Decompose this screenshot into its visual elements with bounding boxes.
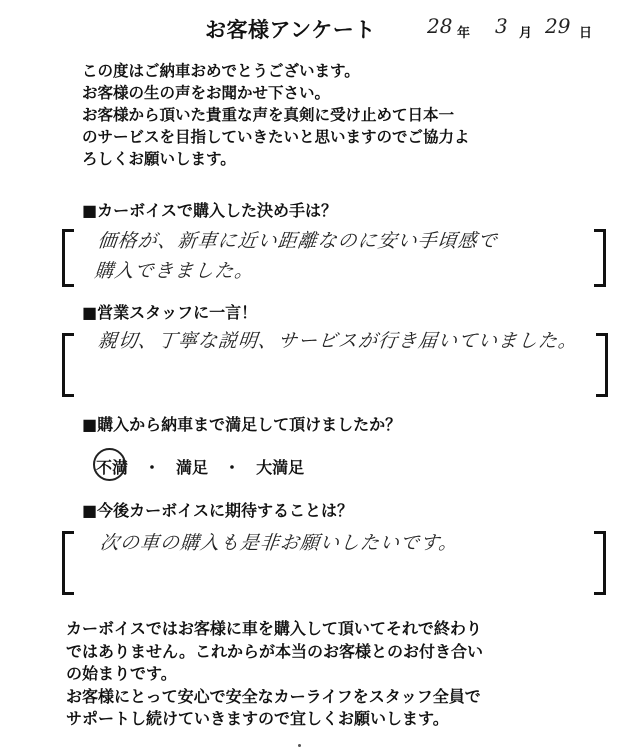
option-satisfied-label: 満足 (176, 458, 209, 477)
scan-speck (298, 744, 301, 747)
intro-line: お客様の生の声をお聞かせ下さい。 (82, 84, 331, 102)
option-very-satisfied[interactable] (256, 455, 304, 478)
closing-line: の始まりです。 (66, 664, 177, 683)
intro-line: のサービスを目指していきたいと思いますのでご協力よ (82, 128, 470, 146)
day-label: 日 (579, 26, 593, 41)
closing-text (66, 618, 626, 731)
question-4-label: ■今後カーボイスに期待することは？ (82, 501, 353, 520)
option-dissatisfied[interactable] (96, 455, 128, 478)
closing-line: カーボイスではお客様に車を購入して頂いてそれで終わり (66, 619, 482, 638)
year-label: 年 (457, 26, 471, 41)
question-2-label: ■営業スタッフに一言！ (82, 303, 258, 322)
selected-circle-mark (93, 448, 129, 481)
month-label: 月 (519, 26, 533, 41)
answer-1-line: 価格が、新車に近い距離なのに安い手頃感で (96, 230, 499, 252)
option-separator: ・ (144, 458, 161, 477)
closing-line: サポートし続けていきますので宜しくお願いします。 (66, 709, 449, 728)
intro-line: ろしくお願いします。 (82, 150, 236, 168)
option-separator: ・ (224, 458, 241, 477)
page-title: お客様アンケート (205, 18, 376, 42)
survey-date (427, 12, 627, 46)
date-day: 29 (545, 14, 571, 38)
date-year: 28 (427, 14, 453, 38)
answer-4-text (98, 528, 561, 558)
answer-2-text (96, 326, 599, 356)
intro-line: お客様から頂いた貴重な声を真剣に受け止めて日本一 (82, 106, 455, 124)
question-1-label: ■カーボイスで購入した決め手は？ (82, 201, 337, 220)
closing-line: お客様にとって安心で安全なカーライフをスタッフ全員で (66, 686, 481, 706)
satisfaction-options (96, 455, 304, 478)
date-month: 3 (495, 14, 508, 38)
answer-1-line: 購入できました。 (93, 260, 256, 282)
intro-text (82, 60, 622, 170)
option-satisfied[interactable] (176, 455, 208, 478)
answer-2-left-bracket (62, 333, 74, 397)
intro-line: この度はご納車おめでとうございます。 (82, 62, 360, 80)
closing-line: ではありません。これからが本当のお客様とのお付き合い (66, 641, 483, 661)
question-3-label: ■購入から納車まで満足して頂けましたか？ (82, 415, 402, 434)
answer-4-left-bracket (62, 531, 74, 595)
option-very-satisfied-label: 大満足 (256, 458, 305, 477)
option-dissatisfied-label: 不満 (96, 458, 129, 477)
answer-2-line: 親切、丁寧な説明、サービスが行き届いていました。 (96, 330, 580, 352)
answer-1-left-bracket (62, 229, 74, 287)
answer-1-text (93, 226, 599, 286)
answer-4-right-bracket (594, 531, 606, 595)
answer-4-line: 次の車の購入も是非お願いしたいです。 (98, 532, 460, 554)
